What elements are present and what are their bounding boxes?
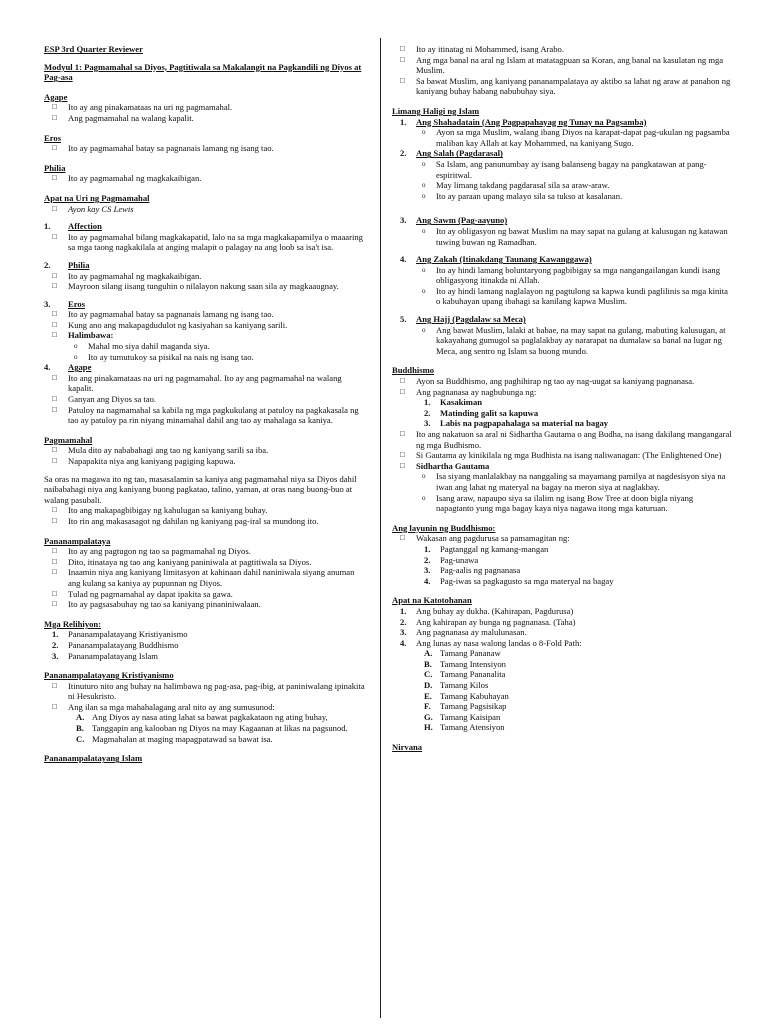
numbered-heading: 2. Ang Salah (Pagdarasal) xyxy=(400,148,503,159)
numbered-heading: 1. Affection xyxy=(44,221,102,232)
lettered-item: C. Tamang Pananalita xyxy=(424,669,506,680)
section-heading: Apat na Uri ng Pagmamahal xyxy=(44,192,150,203)
list-item: □ Ang pagmamahal na walang kapalit. xyxy=(44,113,368,124)
list-item: □ Kung ano ang makapagdudulot ng kasiyahan sa kaniyang sarili. xyxy=(44,320,368,331)
section-heading: Pananampalatayang Islam xyxy=(44,753,143,764)
lettered-item: F. Tamang Pagsisikap xyxy=(424,701,507,712)
sub-item: o Sa Islam, ang panunumbay ay isang balanseng bagay na pangkatawan at pang-espiritwal. xyxy=(392,159,732,180)
numbered-item: 1. Pananampalatayang Kristiyanismo xyxy=(52,629,188,640)
numbered-item: 2. Pananampalatayang Buddhismo xyxy=(52,639,179,650)
lettered-item: D. Tamang Kilos xyxy=(424,680,489,691)
numbered-heading: 4. Agape xyxy=(44,362,92,373)
numbered-heading: 5. Ang Hajj (Pagdalaw sa Meca) xyxy=(400,314,526,325)
list-item: □ Ayon kay CS Lewis xyxy=(44,204,368,215)
section-heading: Nirvana xyxy=(392,742,423,753)
section-heading: Eros xyxy=(44,132,62,143)
list-item: □ Sidhartha Gautama xyxy=(392,461,732,472)
lettered-item: C. Magmahalan at maging mapagpatawad sa bawat isa. xyxy=(76,733,273,744)
lettered-item: G. Tamang Kaisipan xyxy=(424,711,501,722)
list-item: □ Ito ay pagmamahal batay sa pagnanais lamang ng isang tao. xyxy=(44,309,368,320)
lettered-item: H. Tamang Atensiyon xyxy=(424,722,505,733)
sub-item: o Ayon sa mga Muslim, walang ibang Diyos na karapat-dapat pag-ukulan ng pagsamba maliban kay Allah at kay Mohammed, na kaniyang Sugo. xyxy=(392,127,732,148)
left-column xyxy=(44,44,368,764)
numbered-item: 3. Pananampalatayang Islam xyxy=(52,650,158,661)
list-item: □ Si Gautama ay kinikilala ng mga Budhista na isang naliwanagan: (The Enlightened One) xyxy=(392,450,732,461)
section-heading: Pagmamahal xyxy=(44,434,93,445)
numbered-heading: 3. Ang Sawm (Pag-aayuno) xyxy=(400,215,508,226)
lettered-item: E. Tamang Kabuhayan xyxy=(424,690,509,701)
section-heading: Apat na Katotohanan xyxy=(392,595,472,606)
list-item: □ Ito rin ang makasasagot ng dahilan ng kaniyang pag-iral sa mundong ito. xyxy=(44,516,368,527)
numbered-item: 1. Ang buhay ay dukha. (Kahirapan, Pagdurusa) xyxy=(400,605,574,616)
list-item: □ Ito ay itinatag ni Mohammed, isang Arabo. xyxy=(392,44,732,55)
list-item: □ Ang pagnanasa ay nagbubunga ng: xyxy=(392,387,732,398)
sub-item: o Ito ay tumutukoy sa pisikal na nais ng isang tao. xyxy=(44,352,368,363)
sub-item: o Ang bawat Muslim, lalaki at babae, na may sapat na gulang, mabuting kalusugan, at kakayahang gumugol sa paglalakbay ay nararapat na dumalaw sa banal na lugar ng Meca, ang sentro ng Islam sa buong mundo. xyxy=(392,325,732,357)
list-item: □ Ito ay pagmamahal ng magkakaibigan. xyxy=(44,271,368,282)
numbered-item: 3. Labis na pagpapahalaga sa material na bagay xyxy=(424,418,609,429)
numbered-item: 2. Pag-unawa xyxy=(424,554,479,565)
section-heading: Pananampalataya xyxy=(44,535,111,546)
numbered-item: 1. Kasakiman xyxy=(424,397,483,408)
list-item: □ Ayon sa Buddhismo, ang paghihirap ng tao ay nag-uugat sa kaniyang pagnanasa. xyxy=(392,376,732,387)
list-item: □ Mula dito ay nababahagi ang tao ng kaniyang sarili sa iba. xyxy=(44,445,368,456)
numbered-item: 4. Ang lunas ay nasa walong landas o 8-Fold Path: xyxy=(400,637,582,648)
numbered-item: 2. Matinding galit sa kapuwa xyxy=(424,407,539,418)
numbered-heading: 1. Ang Shahadatain (Ang Pagpapahayag ng Tunay na Pagsamba) xyxy=(400,116,647,127)
list-item: □ Itinuturo nito ang buhay na halimbawa ng pag-asa, pag-ibig, at paniniwalang ipinakita ni Hesukristo. xyxy=(44,681,368,702)
section-heading: Ang layunin ng Buddhismo: xyxy=(392,522,496,533)
list-item: □ Patuloy na nagmamahal sa kabila ng mga pagkukulang at patuloy na pagkakasala ng tao ay patuloy pa rin niyang minamahal dahil ang tao ay mahalaga sa kaniya. xyxy=(44,405,368,426)
section-heading: Mga Relihiyon: xyxy=(44,618,102,629)
right-column xyxy=(392,44,732,753)
sub-item: o Ito ay hindi lamang boluntaryong pagbibigay sa mga nangangailangan kundi isang obligasyong itinakda ni Allah. xyxy=(392,265,732,286)
section-heading: Buddhismo xyxy=(392,365,435,376)
lettered-item: A. Tamang Pananaw xyxy=(424,648,501,659)
list-item: □ Ang ilan sa mga mahahalagang aral nito ay ang sumusunod: xyxy=(44,702,368,713)
list-item: □ Ito ay pagmamahal batay sa pagnanais lamang ng isang tao. xyxy=(44,143,368,154)
sub-item: o Isang araw, napaupo siya sa ilalim ng isang Bow Tree at doon bigla niyang napagtanto yung mga bagay kaya niya nagawa itong mga katuruan. xyxy=(392,493,732,514)
list-item: □ Ito ay ang pinakamataas na uri ng pagmamahal. xyxy=(44,102,368,113)
list-item: □ Wakasan ang pagdurusa sa pamamagitan ng: xyxy=(392,533,732,544)
sub-item: o Mahal mo siya dahil maganda siya. xyxy=(44,341,368,352)
list-item: □ Ito ay pagsasabuhay ng tao sa kaniyang pinaniniwalaan. xyxy=(44,599,368,610)
sub-item: o Isa siyang manlalakbay na nanggaling sa mayamang pamilya at nagdesisyon siya na iwan ang lahat ng materyal na bagay na meron siya at naglakbay. xyxy=(392,471,732,492)
modyul-title: Modyul 1: Pagmamahal sa Diyos, Pagtitiwala sa Makalangit na Pagkandili ng Diyos at Pag-asa xyxy=(44,61,362,83)
column-divider xyxy=(380,38,381,1018)
list-item: □ Ito ang pinakamataas na uri ng pagmamahal. Ito ay ang pagmamahal na walang kapalit. xyxy=(44,373,368,394)
list-item: □ Dito, itinataya ng tao ang kaniyang paniniwala at pagtitiwala sa Diyos. xyxy=(44,557,368,568)
paragraph: Sa oras na magawa ito ng tao, masasalamin sa kaniya ang pagmamahal niya sa Diyos dahil naibabahagi niya ang kaniyang buong pagkatao, talino, yaman, at oras nang buong-buo at walang pasubali. xyxy=(44,473,357,505)
lettered-item: B. Tamang Intensiyon xyxy=(424,658,506,669)
numbered-heading: 2. Philia xyxy=(44,259,90,270)
sub-item: o Ito ay obligasyon ng bawat Muslim na may sapat na gulang at kalusugan ng katawan tuwing buwan ng Ramadhan. xyxy=(392,226,732,247)
list-item: □ Ito ay ang pagtugon ng tao sa pagmamahal ng Diyos. xyxy=(44,546,368,557)
lettered-item: A. Ang Diyos ay nasa ating lahat sa bawat pagkakataon ng ating buhay, xyxy=(76,712,328,723)
numbered-heading: 3. Eros xyxy=(44,298,86,309)
list-item: □ Sa bawat Muslim, ang kaniyang pananampalataya ay aktibo sa lahat ng araw at panahon ng kaniyang buhay habang nabubuhay siya. xyxy=(392,76,732,97)
section-heading: Pananampalatayang Kristiyanismo xyxy=(44,670,174,681)
sub-item: o Ito ay paraan upang malayo sila sa tukso at kasalanan. xyxy=(392,191,732,202)
sub-item: o Ito ay hindi lamang naglalayon ng pagtulong sa kapwa kundi paglilinis sa mga kinita o kabuhayan upang ibahagi sa kanilang kapwa Muslim. xyxy=(392,286,732,307)
list-item: □ Halimbawa: xyxy=(44,330,368,341)
list-item: □ Ito ay pagmamahal ng magkakaibigan. xyxy=(44,173,368,184)
numbered-item: 1. Pagtanggal ng kamang-mangan xyxy=(424,543,549,554)
numbered-item: 4. Pag-iwas sa pagkagusto sa mga materyal na bagay xyxy=(424,575,614,586)
document-title: ESP 3rd Quarter Reviewer xyxy=(44,44,143,54)
sub-item: o May limang takdang pagdarasal sila sa araw-araw. xyxy=(392,180,732,191)
section-heading: Philia xyxy=(44,162,66,173)
list-item: □ Ang mga banal na aral ng Islam at matatagpuan sa Koran, ang banal na kasulatan ng mga Muslim. xyxy=(392,55,732,76)
list-item: □ Ito ang makapagbibigay ng kahulugan sa kaniyang buhay. xyxy=(44,505,368,516)
list-item: □ Ganyan ang Diyos sa tao. xyxy=(44,394,368,405)
list-item: □ Mayroon silang iisang tunguhin o nilalayon nakung saan sila ay magkaaugnay. xyxy=(44,281,368,292)
numbered-item: 3. Ang pagnanasa ay malulunasan. xyxy=(400,627,527,638)
list-item: □ Tulad ng pagmamahal ay dapat ipakita sa gawa. xyxy=(44,589,368,600)
list-item: □ Ito ang nakatuon sa aral ni Sidhartha Gautama o ang Budha, na isang dakilang mangangaral ng mga Budhismo. xyxy=(392,429,732,450)
section-heading: Limang Haligi ng Islam xyxy=(392,105,480,116)
numbered-heading: 4. Ang Zakah (Itinakdang Taunang Kawanggawa) xyxy=(400,254,592,265)
list-item: □ Ito ay pagmamahal bilang magkakapatid, lalo na sa mga magkakapamilya o maaaring sa mga taong nagkakilala at anging malapit o palagay na ang loob sa isa't isa. xyxy=(44,232,368,253)
list-item: □ Inaamin niya ang kaniyang limitasyon at kahinaan dahil naniniwala siyang anuman ang kulang sa kaniya ay pupunnan ng Diyos. xyxy=(44,567,368,588)
numbered-item: 3. Pag-aalis ng pagnanasa xyxy=(424,565,521,576)
list-item: □ Napapakita niya ang kaniyang pagiging kapuwa. xyxy=(44,456,368,467)
lettered-item: B. Tanggapin ang kalooban ng Diyos na may Kagaanan at likas na pagsunod. xyxy=(76,723,348,734)
section-heading: Agape xyxy=(44,91,68,102)
numbered-item: 2. Ang kahirapan ay bunga ng pagnanasa. (Taha) xyxy=(400,616,576,627)
